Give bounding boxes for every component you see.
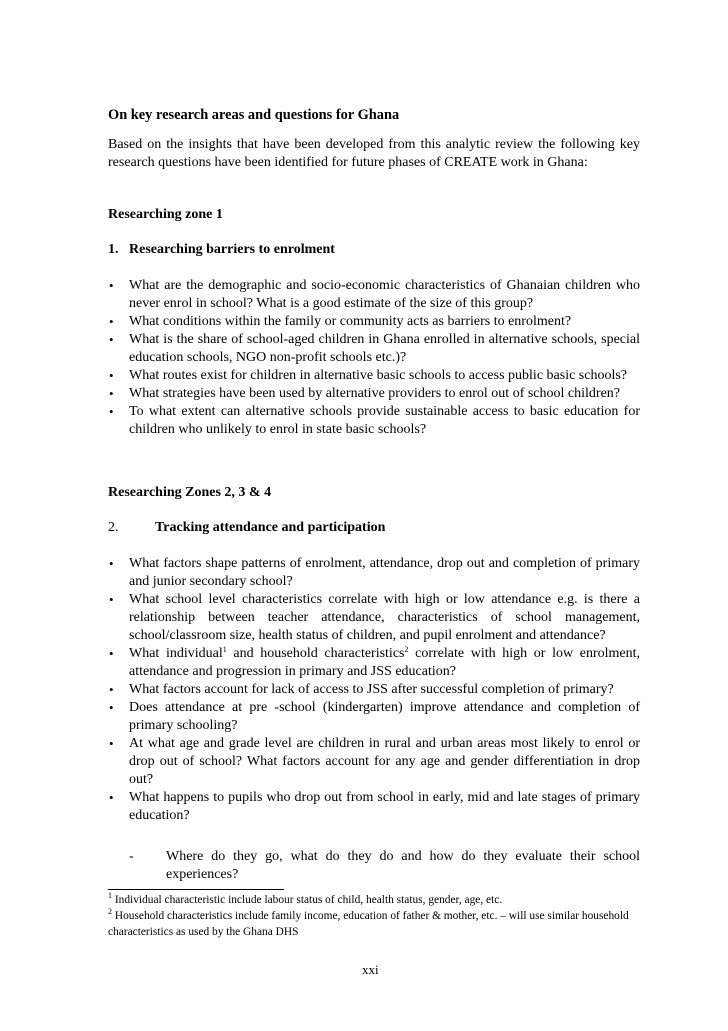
list-item: • To what extent can alternative schools provide sustainable access to basic education for children who unlikely to enrol in state basic schools? <box>109 404 640 437</box>
dash-marker: - <box>129 849 134 864</box>
list-item: • Does attendance at pre -school (kindergarten) improve attendance and completion of primary schooling? <box>109 700 640 733</box>
list-item: • What strategies have been used by alternative providers to enrol out of school children? <box>109 386 620 401</box>
bullet-icon: • <box>109 700 114 715</box>
footnote-mark-2: 2 <box>108 907 112 916</box>
list-item: • At what age and grade level are children in rural and urban areas most likely to enrol or drop out of school? What factors account for any age and gender differentiation in drop out? <box>109 736 640 787</box>
zone1-bullet-list <box>108 277 640 439</box>
bullet-icon: • <box>109 682 114 697</box>
footnote-separator <box>108 889 284 890</box>
footnote-2: $^2$ Household characteristics include family income, education of father & mother, etc. – will use similar household characteristics as used by the Ghana DHS <box>108 907 629 938</box>
list-item: • What routes exist for children in alternative basic schools to access public basic schools? <box>109 368 628 383</box>
list-item: • What conditions within the family or community acts as barriers to enrolment? <box>109 314 572 329</box>
list-item: • What factors shape patterns of enrolment, attendance, drop out and completion of primary and junior secondary school? <box>109 556 640 589</box>
bullet-icon: • <box>109 404 114 419</box>
zones234-bullet-list <box>108 555 640 825</box>
zones234-heading: Researching Zones 2, 3 & 4 <box>108 485 272 500</box>
bullet-icon: • <box>109 386 114 401</box>
bullet-icon: • <box>109 646 114 661</box>
list-item: • What individual$^1$ and household characteristics$^2$ correlate with high or low enrolment, attendance and progression in primary and JSS education? <box>109 645 640 679</box>
bullet-icon: • <box>109 278 114 293</box>
section1-title: Researching barriers to enrolment <box>129 242 335 257</box>
section2-number: 2. <box>108 520 119 535</box>
list-item: • What factors account for lack of access to JSS after successful completion of primary? <box>109 682 614 697</box>
page-number: xxi <box>362 962 379 977</box>
bullet-icon: • <box>109 368 114 383</box>
section1-heading <box>108 242 335 258</box>
list-item: • What school level characteristics correlate with high or low attendance e.g. is there a relationship between teacher attendance, characteristics of school management, school/classroom size, health status of children, and pupil enrolment and attendance? <box>109 592 640 643</box>
bullet-icon: • <box>109 790 114 805</box>
bullet-icon: • <box>109 332 114 347</box>
footnote-ref-2[interactable]: 2 <box>404 645 409 654</box>
bullet-icon: • <box>109 592 114 607</box>
page-title: On key research areas and questions for Ghana <box>108 107 400 123</box>
bullet-icon: • <box>109 314 114 329</box>
bullet-icon: • <box>109 736 114 751</box>
section2-title: Tracking attendance and participation <box>155 520 386 535</box>
list-item: • What happens to pupils who drop out from school in early, mid and late stages of primary education? <box>109 790 640 823</box>
section2-heading <box>108 520 385 536</box>
list-item: • What are the demographic and socio-economic characteristics of Ghanaian children who never enrol in school? What is a good estimate of the size of this group? <box>109 278 640 311</box>
list-item: • What is the share of school-aged children in Ghana enrolled in alternative schools, special education schools, NGO non-profit schools etc.)? <box>109 332 640 365</box>
footnote-1: $^1$ Individual characteristic include labour status of child, health status, gender, age, etc. <box>108 891 503 906</box>
dash-item-text: Where do they go, what do they do and how do they evaluate their school experiences? <box>166 849 640 882</box>
footnote-mark-1: 1 <box>108 891 112 900</box>
section1-number: 1. <box>108 242 119 257</box>
dash-list-item <box>129 848 640 884</box>
zone1-heading: Researching zone 1 <box>108 207 223 222</box>
intro-paragraph: Based on the insights that have been developed from this analytic review the following key research questions have been identified for future phases of CREATE work in Ghana: <box>108 137 640 170</box>
bullet-icon: • <box>109 556 114 571</box>
footnote-ref-1[interactable]: 1 <box>222 645 227 654</box>
